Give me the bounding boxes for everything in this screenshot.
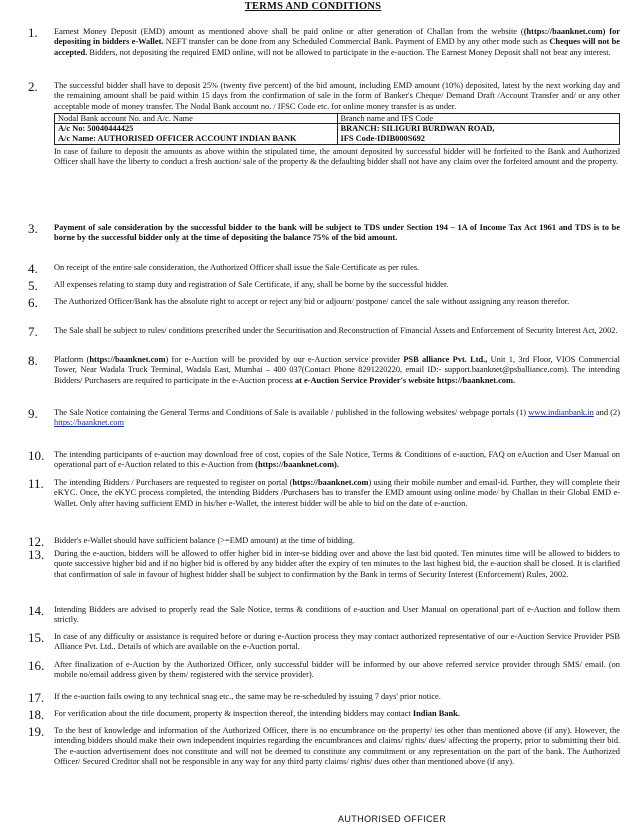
clause-number: 18. xyxy=(28,707,45,722)
clause-number: 16. xyxy=(28,658,45,673)
page-title: TERMS AND CONDITIONS xyxy=(244,1,382,12)
clause-paragraph xyxy=(54,660,620,681)
clause-body xyxy=(54,326,620,336)
clause-number: 3. xyxy=(28,221,38,236)
clause-paragraph xyxy=(54,450,620,471)
clause-body xyxy=(54,223,620,244)
clause-body xyxy=(54,632,620,653)
clause-text: Indian Bank. xyxy=(412,709,460,718)
account-line: A/c No: 50040444425 xyxy=(58,124,134,134)
clause-number: 12. xyxy=(28,534,45,549)
clause-text: https://baanknet.com xyxy=(292,478,369,487)
clause-paragraph: In case of failure to deposit the amounts as above within the stipulated time, the amount deposited by successful bidder will be forfeited to the Bank and Authorized Officer shall have the liberty to conduct a fresh auction/ sale of the property & the defaulting bidder shall not have any claim over the forfeited amount and the property. xyxy=(54,146,620,166)
clause-number: 8. xyxy=(28,353,38,368)
clause-body xyxy=(54,263,620,273)
clause-text: The Sale Notice containing the General Terms and Conditions of Sale is available / published in the following websites/ webpage portals (1) xyxy=(54,408,529,417)
clause-text: NEFT transfer can be done from any Scheduled Commercial Bank. Payment of EMD by any other mode such as xyxy=(163,37,550,47)
clause-body xyxy=(54,280,620,290)
clause-paragraph xyxy=(54,536,620,546)
clause-text: https://baanknet.com xyxy=(89,355,166,364)
clause-body xyxy=(54,355,620,386)
clause-text: The Authorized Officer/Bank has the absolute right to accept or reject any bid or adjourn/ postpone/ cancel the sale without assigning any reason therefor. xyxy=(54,297,570,306)
clause-text: During the e-auction, bidders will be allowed to offer higher bid in inter-se bidding over and above the last bid quoted. Ten minutes time will be allowed to bidders to quote successive higher bid and if no higher bid is offered by any bidder after the expiry of ten minutes to the last highest bid, the e-auction shall be closed. It is clarified that confirmation of sale in favour of highest bidder shall be subject to confirmation by the Bank in terms of Security Interest (Enforcement) Rules, 2002. xyxy=(54,549,620,579)
clause-text: Bidder's e-Wallet should have sufficient balance (>=EMD amount) at the time of bidding. xyxy=(54,536,355,545)
clause-number: 4. xyxy=(28,261,38,276)
clause-number: 6. xyxy=(28,295,38,310)
cell-text: Branch name and IFS Code xyxy=(340,113,434,123)
clause-text: The successful bidder shall have to deposit 25% (twenty five percent) of the bid amount, including EMD amount (10%) deposited, latest by the next working day and the remaining amount shall be paid within 15 days from the confirmation of sale in the form of Banker's Cheque/ Demand Draft /Account Transfer and/ or any other acceptable mode of money transfer. The Nodal Bank account no. / IFSC Code etc. for online money transfer is as under. xyxy=(54,81,620,111)
clause-text: (https://baanknet.com). xyxy=(255,460,339,470)
clause-text: Unit 1, 3rd Floor, VIOS Commercial Tower, Near Wadala Truck Terminal, Wadala East, Mumbai – 400 037(Contact Phone 8291220220, email ID:- support.baanknet@psballiance.com). The intending Bidders/ Purchasers are required to participate in the e-Auction process xyxy=(54,355,620,385)
clause-text: Payment of sale consideration by the successful bidder to the bank will be subject to TDS under Section 194 – 1A of Income Tax Act 1961 and TDS is to be borne by the successful bidder only at the time of depositing the balance 75% of the bid amount. xyxy=(54,223,620,243)
clause-text: The intending participants of e-auction may download free of cost, copies of the Sale Notice, Terms & Conditions of e-auction, FAQ on eAuction and User Manual on operational part of e-Auction related to this e-Auction from xyxy=(54,450,620,470)
clause-paragraph xyxy=(54,726,620,767)
clause-paragraph xyxy=(54,605,620,626)
clause-paragraph xyxy=(54,280,620,290)
clause-text: ) for e-Auction will be provided by our e-Auction service provider xyxy=(165,355,404,364)
table-header-row xyxy=(55,113,620,124)
clause-paragraph xyxy=(54,709,620,719)
clause-body xyxy=(54,450,620,471)
clause-text: The Sale shall be subject to rules/ conditions prescribed under the Securitisation and Reconstruction of Financial Assets and Enforcement of Security Interest Act, 2002. xyxy=(54,326,618,335)
clause-paragraph xyxy=(54,297,620,307)
clause-paragraph xyxy=(54,263,620,273)
clause-paragraph xyxy=(54,223,620,244)
branch-line: IFS Code-IDIB000S692 xyxy=(340,134,425,144)
clause-number: 1. xyxy=(28,25,38,40)
clause-number: 13. xyxy=(28,547,45,562)
clause-text: PSB alliance Pvt. Ltd., xyxy=(403,355,488,364)
clause-body xyxy=(54,536,620,546)
clause-text: (https://baanknet.com) xyxy=(523,27,606,36)
clause-text: To the best of knowledge and information of the Authorized Officer, there is no encumbrance on the property/ ies other than mentioned above (if any). However, the intending bidders should make their own independent inquiries regarding the encumbrances and claims/ rights/ dues/ affecting the property, prior to submitting their bid. The e-auction advertisement does not constitute and will not be deemed to constitute any commitment or any representation on the part of the bank. The Authorized Officer/ Secured Creditor shall not be responsible in any way for any third party claims/ rights/ dues other than mentioned above (if any). xyxy=(54,726,620,766)
clause-body xyxy=(54,478,620,509)
nodal-account-table xyxy=(54,113,620,145)
clause-text: All expenses relating to stamp duty and registration of Sale Certificate, if any, shall be borne by the successful bidder. xyxy=(54,280,449,289)
clause-number: 11. xyxy=(28,476,44,491)
cell-text: Nodal Bank account No. and A/c. Name xyxy=(58,113,193,123)
table-cell xyxy=(337,113,620,124)
clause-text: ) using their mobile number and email-id. Further, they will complete their eKYC. Once, the eKYC process completed, the intending Bidders /Purchasers has to transfer the EMD amount using online mode/ by Challan in their Global EMD e-Wallet. Only after having sufficient EMD in his/her e-Wallet, the interest bidder will be able to bid on the date of e-auction. xyxy=(54,478,620,508)
clause-text: In case of any difficulty or assistance is required before or during e-Auction process they may contact authorized representative of our e-Auction Service Provider PSB Alliance Pvt. Ltd.. Details of which are available on the e-Auction portal. xyxy=(54,632,620,652)
clause-body xyxy=(54,549,620,580)
clause-number: 2. xyxy=(28,79,38,94)
clause-body xyxy=(54,605,620,626)
clause-body xyxy=(54,408,620,429)
signature-line: AUTHORISED OFFICER xyxy=(338,814,447,824)
clause-text: After finalization of e-Auction by the Authorized Officer, only successful bidder will be informed by our above referred service provider through SMS/ email. (on mobile no/email address given by them/ registered with the service provider). xyxy=(54,660,620,680)
clause-paragraph xyxy=(54,408,620,429)
clause-body xyxy=(54,297,620,307)
clause-paragraph xyxy=(54,632,620,653)
clause-paragraph xyxy=(54,549,620,580)
clause-text: Intending Bidders are advised to properly read the Sale Notice, terms & conditions of e-auction and User Manual on operational part of e-Auction and follow them strictly. xyxy=(54,605,620,625)
clause-paragraph xyxy=(54,326,620,336)
clause-number: 17. xyxy=(28,690,45,705)
clause-number: 19. xyxy=(28,724,45,739)
clause-text: and (2) xyxy=(593,408,621,417)
clause-text: Platform ( xyxy=(54,355,90,364)
table-cell xyxy=(55,113,338,124)
account-cell xyxy=(55,124,338,144)
clause-text: On receipt of the entire sale consideration, the Authorized Officer shall issue the Sale Certificate as per rules. xyxy=(54,263,420,272)
account-line: A/c Name: AUTHORISED OFFICER ACCOUNT INDIAN BANK xyxy=(58,134,297,144)
clause-text: The intending Bidders / Purchasers are requested to register on portal ( xyxy=(54,478,293,487)
clause-number: 5. xyxy=(28,278,38,293)
clause-text: If the e-auction fails owing to any technical snag etc., the same may be re-scheduled by issuing 7 days' prior notice. xyxy=(54,692,441,701)
clause-number: 9. xyxy=(28,406,38,421)
clause-number: 15. xyxy=(28,630,45,645)
clause-text: for depositing in bidders e-Wallet. xyxy=(54,27,620,47)
clause-body xyxy=(54,692,620,702)
clause-paragraph xyxy=(54,81,620,112)
clause-text: at e-Auction Service Provider's website https://baanknet.com. xyxy=(294,375,516,385)
clause-text: Bidders, not depositing the required EMD online, will not be allowed to participate in the e-auction. The Earnest Money Deposit shall not bear any interest. xyxy=(87,47,611,57)
clause-body xyxy=(54,660,620,681)
clause-text: For verification about the title document, property & inspection thereof, the intending bidders may contact xyxy=(54,709,413,718)
clause-paragraph xyxy=(54,355,620,386)
clause-body xyxy=(54,709,620,719)
branch-cell xyxy=(337,124,620,144)
clause-paragraph xyxy=(54,692,620,702)
clause-paragraph xyxy=(54,27,620,58)
branch-line: BRANCH: SILIGURI BURDWAN ROAD, xyxy=(340,124,495,134)
clause-text: Earnest Money Deposit (EMD) amount as mentioned above shall be paid online or after generation of Challan from the website ( xyxy=(54,27,524,36)
clause-number: 7. xyxy=(28,324,38,339)
clause-text: Cheques will not be accepted. xyxy=(54,37,620,57)
portal-link[interactable]: https://baanknet.com xyxy=(54,418,125,428)
clause-number: 10. xyxy=(28,448,45,463)
clause-number: 14. xyxy=(28,603,45,618)
portal-link[interactable]: www.indianbank.in xyxy=(528,408,594,417)
clause-body xyxy=(54,81,620,167)
clause-body xyxy=(54,726,620,767)
clause-body xyxy=(54,27,620,58)
table-row xyxy=(55,124,620,144)
clause-paragraph xyxy=(54,478,620,509)
